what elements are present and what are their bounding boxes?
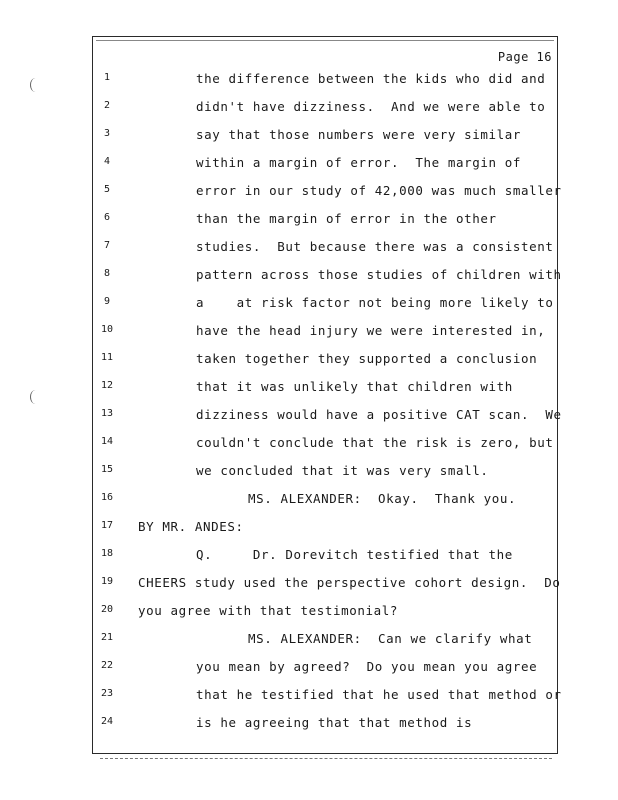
transcript-line xyxy=(0,604,618,632)
line-text: taken together they supported a conclusion xyxy=(196,351,538,366)
line-text: is he agreeing that that method is xyxy=(196,715,473,730)
line-text: that it was unlikely that children with xyxy=(196,379,513,394)
line-number: 18 xyxy=(100,548,114,559)
transcript-line xyxy=(0,548,618,576)
transcript-line xyxy=(0,72,618,100)
page-number: Page 16 xyxy=(497,50,552,64)
line-text: you agree with that testimonial? xyxy=(138,603,399,618)
transcript-line xyxy=(0,184,618,212)
line-number: 2 xyxy=(103,100,111,111)
transcript-line xyxy=(0,156,618,184)
transcript-line xyxy=(0,492,618,520)
line-number: 3 xyxy=(103,128,111,139)
line-number: 8 xyxy=(103,268,111,279)
line-number: 24 xyxy=(100,716,114,727)
transcript-line xyxy=(0,408,618,436)
transcript-line xyxy=(0,352,618,380)
line-number: 20 xyxy=(100,604,114,615)
line-text: didn't have dizziness. And we were able to xyxy=(196,99,546,114)
line-text: that he testified that he used that method or xyxy=(196,687,562,702)
transcript-line xyxy=(0,268,618,296)
transcript-line xyxy=(0,240,618,268)
line-text: within a margin of error. The margin of xyxy=(196,155,522,170)
line-text: Q. Dr. Dorevitch testified that the xyxy=(196,547,513,562)
line-number: 13 xyxy=(100,408,114,419)
transcript-line xyxy=(0,464,618,492)
line-number: 19 xyxy=(100,576,114,587)
line-number: 10 xyxy=(100,324,114,335)
line-number: 7 xyxy=(103,240,111,251)
line-number: 16 xyxy=(100,492,114,503)
transcript-line xyxy=(0,100,618,128)
line-number: 21 xyxy=(100,632,114,643)
transcript-line xyxy=(0,380,618,408)
transcript-line xyxy=(0,324,618,352)
transcript-line xyxy=(0,520,618,548)
line-number: 6 xyxy=(103,212,111,223)
line-text: you mean by agreed? Do you mean you agree xyxy=(196,659,538,674)
line-text: than the margin of error in the other xyxy=(196,211,497,226)
line-text: error in our study of 42,000 was much smaller xyxy=(196,183,562,198)
line-text: we concluded that it was very small. xyxy=(196,463,489,478)
line-number: 15 xyxy=(100,464,114,475)
footer-rule xyxy=(100,758,552,759)
line-text: MS. ALEXANDER: Okay. Thank you. xyxy=(248,491,517,506)
line-text: BY MR. ANDES: xyxy=(138,519,244,534)
line-number: 22 xyxy=(100,660,114,671)
line-number: 11 xyxy=(100,352,114,363)
line-text: studies. But because there was a consistent xyxy=(196,239,554,254)
line-text: the difference between the kids who did and xyxy=(196,71,546,86)
line-text: dizziness would have a positive CAT scan. We xyxy=(196,407,562,422)
line-number: 9 xyxy=(103,296,111,307)
line-number: 14 xyxy=(100,436,114,447)
line-text: pattern across those studies of children with xyxy=(196,267,562,282)
line-text: couldn't conclude that the risk is zero, but xyxy=(196,435,554,450)
line-text: CHEERS study used the perspective cohort design. Do xyxy=(138,575,561,590)
transcript-line xyxy=(0,128,618,156)
line-number: 23 xyxy=(100,688,114,699)
line-text: have the head injury we were interested in, xyxy=(196,323,546,338)
line-number: 1 xyxy=(103,72,111,83)
transcript-line xyxy=(0,660,618,688)
line-number: 4 xyxy=(103,156,111,167)
line-number: 17 xyxy=(100,520,114,531)
transcript-line xyxy=(0,688,618,716)
line-number: 12 xyxy=(100,380,114,391)
line-text: say that those numbers were very similar xyxy=(196,127,522,142)
transcript-line xyxy=(0,212,618,240)
transcript-line xyxy=(0,436,618,464)
transcript-line xyxy=(0,632,618,660)
line-number: 5 xyxy=(103,184,111,195)
transcript-line xyxy=(0,716,618,744)
line-text: a at risk factor not being more likely to xyxy=(196,295,554,310)
line-text: MS. ALEXANDER: Can we clarify what xyxy=(248,631,533,646)
transcript-line xyxy=(0,576,618,604)
transcript-line xyxy=(0,296,618,324)
